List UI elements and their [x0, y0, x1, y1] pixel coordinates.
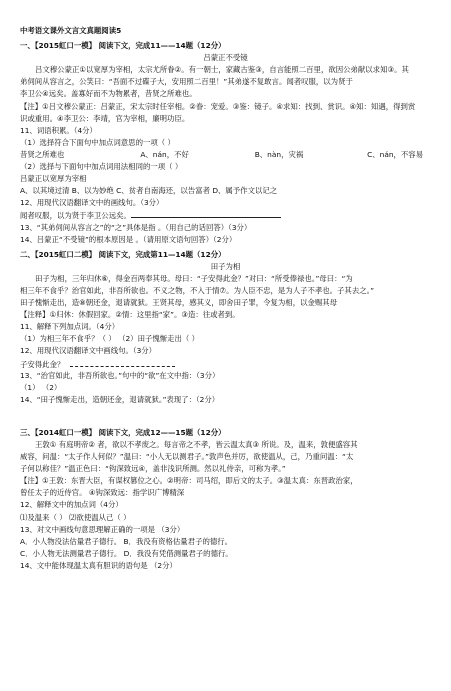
- passage-line: 王敦① 有庭明帝② 者，欲以不孝废之。每言帝之不孝，皆云温太真③ 所说。及，温来，敦便盛容其: [35, 440, 358, 449]
- option-a: A、nán，不好: [140, 149, 189, 159]
- sentence-text: 昔贤之所难也: [20, 149, 65, 159]
- annotation-line: 曾任太子的近侍官。 ④钩深致远：指学识广博精深: [20, 488, 185, 498]
- passage-title: 吕蒙正不受镜: [203, 53, 248, 63]
- section-heading: 一、【2015虹口一模】 阅读下文，完成11——14题（12分）: [20, 41, 226, 51]
- question-13: 13、“治官如此，非吾所欲也。”句中的“欲”在文中指：（3分）: [20, 370, 220, 380]
- question-13: 13、“其弟伺间从容言之”的“之”具体是指 。（用自己的话回答）（3分）: [20, 222, 252, 232]
- question-options: A、以其境过清 B、以为妙绝 C、贫者自南海还，以告富者 D、属予作文以记之: [20, 186, 278, 196]
- question-sentence: [20, 358, 431, 370]
- annotation-line: 【注】①吕文穆公蒙正：吕蒙正，宋太宗时任宰相。②眷：宠爱。③鉴：镜子。④求知：找到、赏识。④知：知遇，得到赏: [20, 101, 416, 111]
- section-2: [20, 249, 431, 406]
- question-11-2: （2）选择与下面句中加点词用法相同的一项（ ）: [20, 162, 183, 172]
- question-11: 11、解释下列加点词。（4分）: [20, 322, 120, 332]
- sentence-text: 子安得此金？: [20, 359, 65, 369]
- annotation-line: 识或重用。④李卫公：李靖，官为宰相，廉明功臣。: [20, 113, 190, 123]
- passage-line: 田子为相，三年归休⑥，得金百两奉其母。母曰：“子安得此金？”对曰：“所受俸禄也。”母曰：“为: [35, 273, 353, 283]
- option-b: B、nàn，灾祸: [254, 149, 304, 159]
- answer-blank[interactable]: [70, 358, 175, 367]
- passage-line: 相三年不食乎？治官如此，非吾所欲也。不义之物，不入于情⑦。为人臣不忠，是为人子不孝也。子其去之。”: [20, 285, 375, 295]
- question-14: 14、吕蒙正“不受镜”的根本原因是 。（请用原文语句回答）（2分）: [20, 234, 237, 244]
- question-11-items: （1）为相三年不食乎？（ ） （2）田子愧惭走出（ ）: [20, 334, 200, 344]
- question-12: 12、用现代汉语翻译文中画线句。（3分）: [20, 346, 157, 356]
- passage-line: 李卫公④远矣。盖寡好而不为物累者，昔贤之所难也。: [20, 89, 197, 99]
- question-13-items: （1） （2）: [20, 382, 62, 392]
- question-11-1: （1）选择符合下面句中加点词意思的一项（ ）: [20, 137, 175, 147]
- sentence-text: 闻者叹服，以为贤于李卫公远矣。: [20, 211, 131, 221]
- question-13: 13、对文中画线句意思理解正确的一项是 （3分）: [20, 524, 185, 534]
- answer-blank[interactable]: [131, 209, 281, 218]
- section-heading: 三、【2014虹口一模】 阅读下文，完成12——15题（12分）: [20, 427, 226, 437]
- section-1: [20, 40, 431, 246]
- option-c: C、nán，不容易: [367, 149, 424, 159]
- question-sentence: 吕蒙正以宽厚为宰相: [20, 174, 87, 184]
- passage-line: 弟伺间从容言之，公笑曰：“吾面不过碟子大，安用照二百里！”其弟遂不复敢言。闻者叹服，以为贤于: [20, 77, 353, 87]
- question-14: 14、文中能体现温太真有胆识的语句是 （2分）: [20, 560, 177, 570]
- section-heading: 二、【2015虹口二模】 阅读下文，完成第11—14题（12分）: [20, 249, 226, 259]
- question-14: 14、“田子愧惭走出，造朝还金，退请就狱。”表现了：（2分）: [20, 394, 220, 404]
- annotation-line: 【注】①王敦：东晋大臣，有谋权篡位之心。②明帝：司马绍，即后文的太子。③温太真：东晋政治家，: [20, 476, 358, 486]
- passage-title: 田子为相: [210, 261, 241, 271]
- question-11: 11、词语积累。（4分）: [20, 125, 97, 135]
- passage-line: 田子愧惭走出，造⑧朝还金，退请就狱。王贤其母，感其义，即舍田子罪，令复为相，以金赐其母: [20, 298, 338, 308]
- question-sentence: [20, 149, 431, 161]
- annotation-line: 【注释】①归休：休假回家。②情：这里指“家”。③造：往或者到。: [20, 310, 240, 320]
- option-line: A．小人物没法估量君子德行。 B．我没有资格估量君子的德行。: [20, 536, 233, 546]
- passage-line: 子何以称佳？”温正色曰：“钩深致远④，盖非浅识所测。然以礼侍亲，可称为孝。”: [20, 464, 286, 474]
- option-line: C．小人物无法测量君子德行。 D．我没有凭借测量君子的德行。: [20, 548, 233, 558]
- question-12: 12、解释文中的加点词（4分）: [20, 500, 123, 510]
- question-sentence: [20, 209, 431, 221]
- question-12-items: ⑴及温来（ ） ⑵欲使温从己（ ）: [20, 512, 131, 522]
- document-title: 中考语文课外文言文真题阅读5: [20, 26, 122, 35]
- passage-line: 威容，问温：“太子作人何似？”温曰：“小人无以测君子。”敦声色并厉，欲使温从，己，乃重问温：“太: [20, 452, 354, 462]
- section-3: [20, 427, 431, 572]
- passage-line: 吕文穆公蒙正①以宽厚为宰相，太宗尤所眷②。有一朝士，家藏古鉴③，自言能照二百里，欲因公弟献以求知③。其: [35, 65, 409, 75]
- question-12: 12、用现代汉语翻译文中的画线句。（3分）: [20, 198, 164, 208]
